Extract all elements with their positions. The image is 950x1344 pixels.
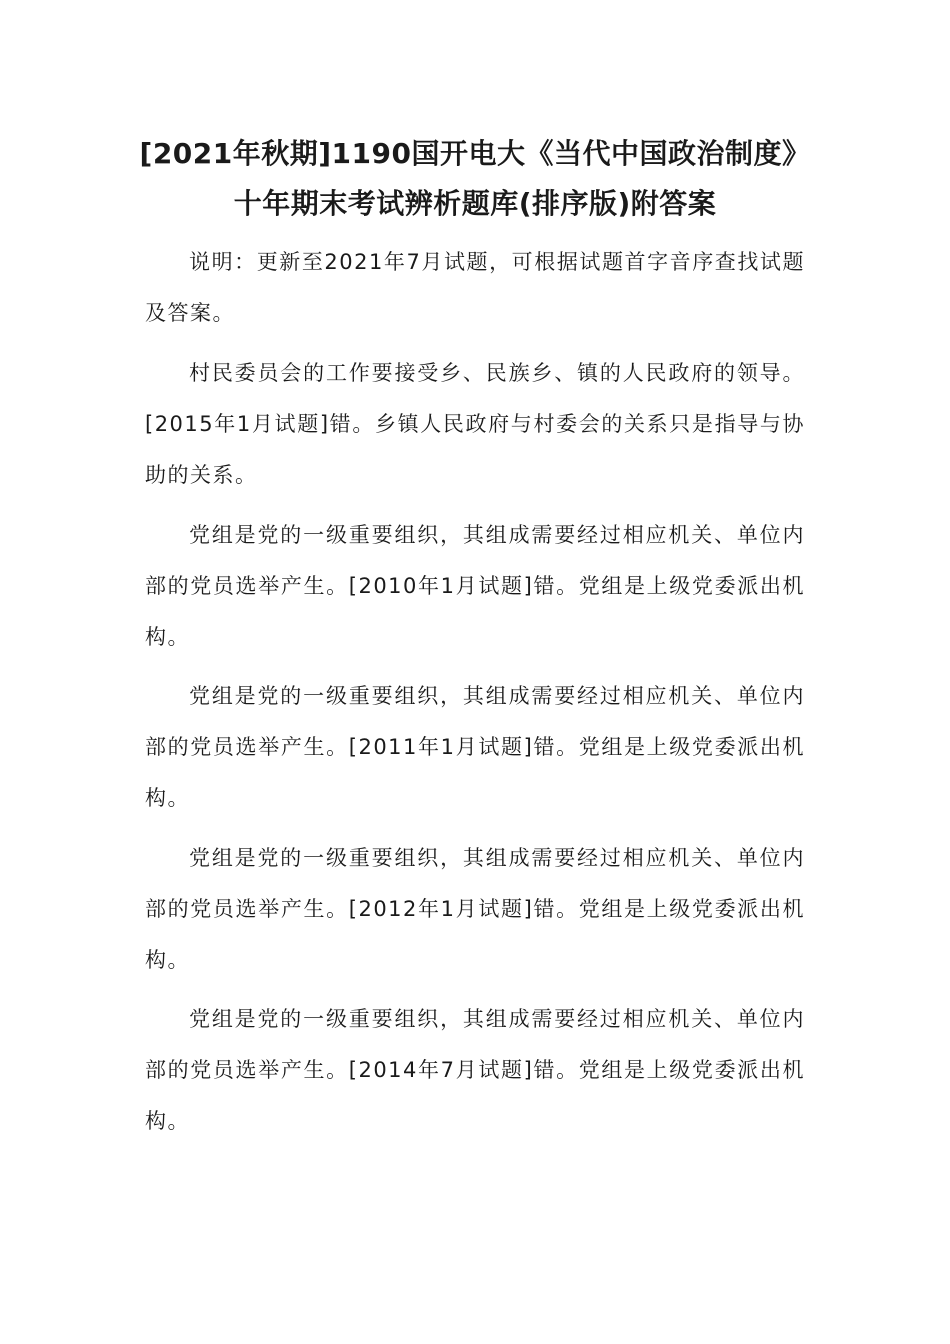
question-paragraph: 党组是党的一级重要组织，其组成需要经过相应机关、单位内部的党员选举产生。[2014年7月试题]错。党组是上级党委派出机构。 [145, 1007, 805, 1133]
question-paragraph: 村民委员会的工作要接受乡、民族乡、镇的人民政府的领导。[2015年1月试题]错。乡镇人民政府与村委会的关系只是指导与协助的关系。 [145, 361, 805, 487]
intro-paragraph: 说明：更新至2021年7月试题，可根据试题首字音序查找试题及答案。 [145, 250, 805, 325]
question-paragraph: 党组是党的一级重要组织，其组成需要经过相应机关、单位内部的党员选举产生。[2011年1月试题]错。党组是上级党委派出机构。 [145, 684, 805, 810]
question-paragraph: 党组是党的一级重要组织，其组成需要经过相应机关、单位内部的党员选举产生。[2010年1月试题]错。党组是上级党委派出机构。 [145, 523, 805, 649]
document-title-line-1: [2021年秋期]1190国开电大《当代中国政治制度》 [139, 137, 811, 170]
document-title-line-2: 十年期末考试辨析题库(排序版)附答案 [233, 187, 717, 220]
question-paragraph: 党组是党的一级重要组织，其组成需要经过相应机关、单位内部的党员选举产生。[2012年1月试题]错。党组是上级党委派出机构。 [145, 846, 805, 972]
